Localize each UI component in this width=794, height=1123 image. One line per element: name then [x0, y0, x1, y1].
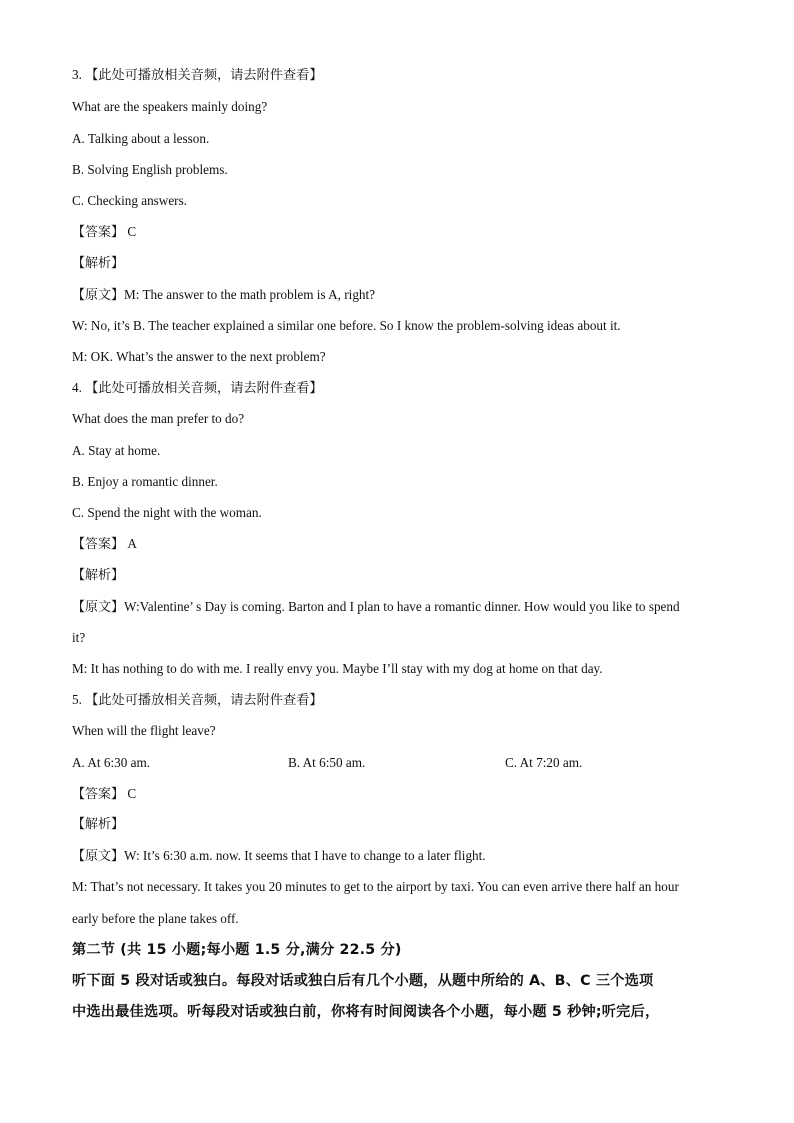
q5-options-row	[72, 753, 724, 773]
transcript-text: M: The answer to the math problem is A, right?	[124, 287, 376, 302]
q3-transcript-line-3: M: OK. What’s the answer to the next problem?	[72, 349, 326, 364]
q4-audio-note[interactable]: 【此处可播放相关音频，请去附件查看】	[85, 381, 323, 396]
q4-option-b: B. Enjoy a romantic dinner.	[72, 474, 218, 489]
q5-header	[72, 690, 724, 711]
q5-option-a: A. At 6:30 am.	[72, 755, 151, 770]
original-tag: 【原文】	[72, 849, 125, 864]
q5-option-b: B. At 6:50 am.	[288, 755, 366, 770]
q3-option-b: B. Solving English problems.	[72, 162, 228, 177]
original-tag: 【原文】	[72, 288, 125, 303]
q3-option-c: C. Checking answers.	[72, 193, 188, 208]
q4-transcript-line-2: it?	[72, 630, 86, 645]
q5-transcript-line-2: M: That’s not necessary. It takes you 20 minutes to get to the airport by taxi. You can even arrive there half an hour	[72, 879, 679, 894]
q4-number: 4.	[72, 380, 82, 395]
section-heading: 第二节 (共 15 小题;每小题 1.5 分,满分 22.5 分)	[72, 942, 402, 958]
q5-audio-note[interactable]: 【此处可播放相关音频，请去附件查看】	[85, 693, 323, 708]
q3-number: 3.	[72, 67, 82, 82]
q3-transcript-line-1	[72, 285, 724, 306]
q3-header	[72, 65, 724, 86]
q5-transcript-line-1	[72, 846, 724, 867]
q5-analysis-tag: 【解析】	[72, 817, 125, 832]
q3-answer	[72, 222, 724, 243]
q4-header	[72, 378, 724, 399]
answer-tag: 【答案】	[72, 537, 125, 552]
answer-value: A	[127, 536, 137, 551]
answer-value: C	[127, 224, 137, 239]
section-instructions-line-2: 中选出最佳选项。听每段对话或独白前，你将有时间阅读各个小题，每小题 5 秒钟;听完后，	[72, 1004, 660, 1020]
q4-transcript-line-3: M: It has nothing to do with me. I really envy you. Maybe I’ll stay with my dog at home on that day.	[72, 661, 603, 676]
q5-transcript-line-3: early before the plane takes off.	[72, 911, 239, 926]
q4-option-c: C. Spend the night with the woman.	[72, 505, 262, 520]
transcript-text: W:Valentine’ s Day is coming. Barton and I plan to have a romantic dinner. How would you like to spend	[124, 599, 680, 614]
q3-audio-note[interactable]: 【此处可播放相关音频，请去附件查看】	[85, 68, 323, 83]
q3-transcript-line-2: W: No, it’s B. The teacher explained a similar one before. So I know the problem-solving ideas about it.	[72, 318, 621, 333]
q5-answer	[72, 784, 724, 805]
section-instructions-line-1: 听下面 5 段对话或独白。每段对话或独白后有几个小题，从题中所给的 A、B、C 三个选项	[72, 973, 654, 989]
q4-option-a: A. Stay at home.	[72, 443, 161, 458]
q4-analysis-tag: 【解析】	[72, 568, 125, 583]
q5-option-c: C. At 7:20 am.	[505, 755, 583, 770]
q3-option-a: A. Talking about a lesson.	[72, 131, 210, 146]
q3-analysis-tag: 【解析】	[72, 256, 125, 271]
q4-question: What does the man prefer to do?	[72, 411, 245, 426]
q5-number: 5.	[72, 692, 82, 707]
q4-answer	[72, 534, 724, 555]
q3-question: What are the speakers mainly doing?	[72, 99, 268, 114]
transcript-text: W: It’s 6:30 a.m. now. It seems that I have to change to a later flight.	[124, 848, 486, 863]
q4-transcript-line-1	[72, 597, 724, 618]
original-tag: 【原文】	[72, 600, 125, 615]
answer-tag: 【答案】	[72, 225, 125, 240]
answer-tag: 【答案】	[72, 787, 125, 802]
q5-question: When will the flight leave?	[72, 723, 216, 738]
answer-value: C	[127, 786, 137, 801]
